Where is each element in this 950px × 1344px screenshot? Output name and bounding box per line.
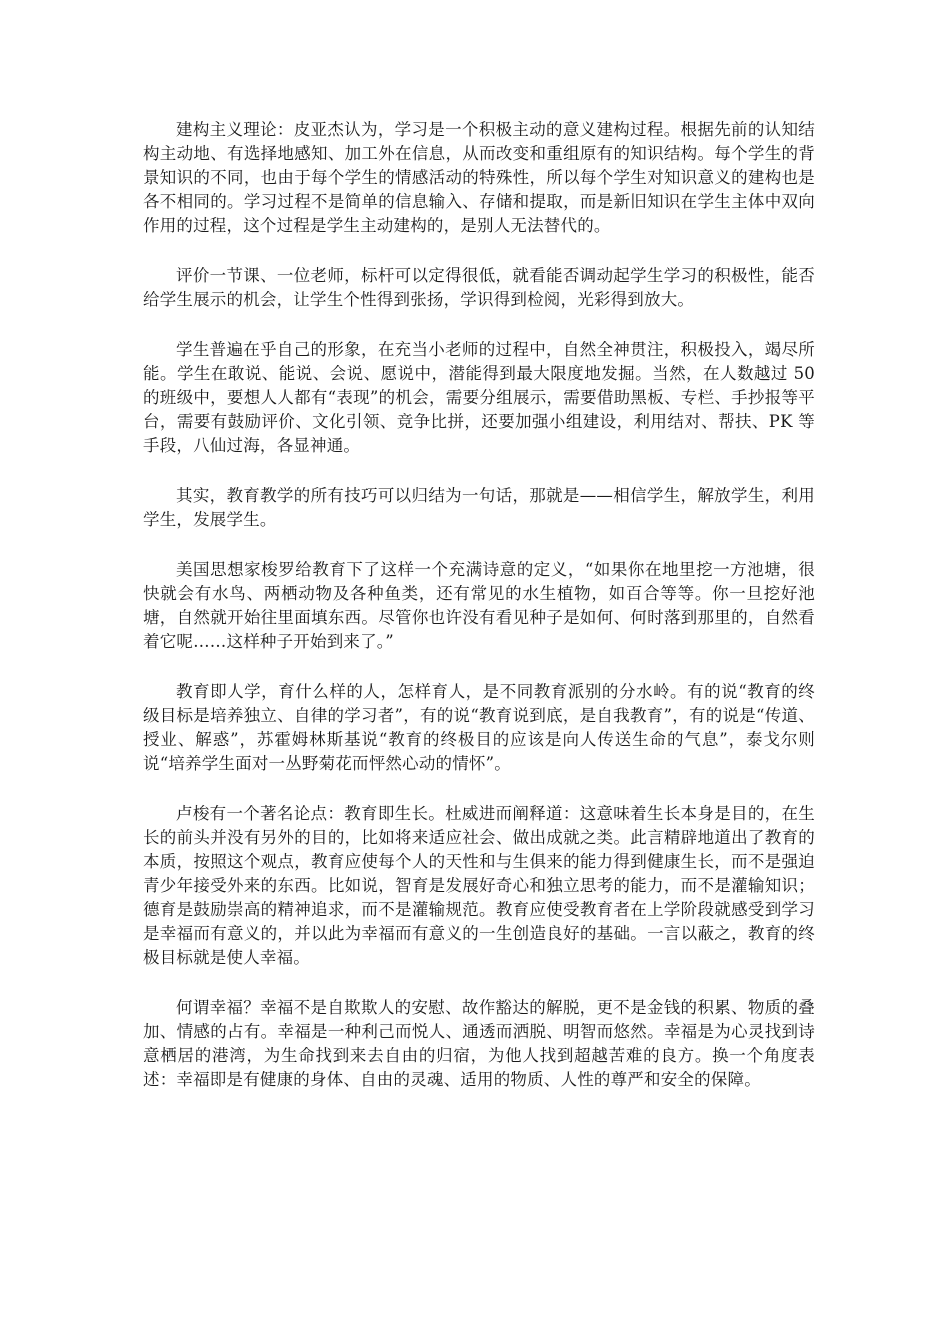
paragraph-student-display: 学生普遍在乎自己的形象，在充当小老师的过程中，自然全神贯注，积极投入，竭尽所能。学生在敢说、能说、会说、愿说中，潜能得到最大限度地发掘。当然，在人数越过 50 的班级中，要想人人都有“表现”的机会，需要分组展示，需要借助黑板、专栏、手抄报等平台，需要有鼓励评价、文化引领、竞争比拼，还要加强小组建设，利用结对、帮扶、PK 等手段，八仙过海，各显神通。 [143,340,815,455]
paragraph-happiness: 何谓幸福？幸福不是自欺欺人的安慰、故作豁达的解脱，更不是金钱的积累、物质的叠加、情感的占有。幸福是一种利己而悦人、通透而洒脱、明智而悠然。幸福是为心灵找到诗意栖居的港湾，为生命找到来去自由的归宿，为他人找到超越苦难的良方。换一个角度表述：幸福即是有健康的身体、自由的灵魂、适用的物质、人性的尊严和安全的保障。 [143,998,815,1089]
paragraph-rousseau-growth: 卢梭有一个著名论点：教育即生长。杜威进而阐释道：这意味着生长本身是目的，在生长的前头并没有另外的目的，比如将来适应社会、做出成就之类。此言精辟地道出了教育的本质，按照这个观点，教育应使每个人的天性和与生俱来的能力得到健康生长，而不是强迫青少年接受外来的东西。比如说，智育是发展好奇心和独立思考的能力，而不是灌输知识；德育是鼓励崇高的精神追求，而不是灌输规范。教育应使受教育者在上学阶段就感受到学习是幸福而有意义的，并以此为幸福而有意义的一生创造良好的基础。一言以蔽之，教育的终极目标就是使人幸福。 [143,804,815,967]
paragraph-thoreau-definition: 美国思想家梭罗给教育下了这样一个充满诗意的定义，“如果你在地里挖一方池塘，很快就会有水鸟、两栖动物及各种鱼类，还有常见的水生植物，如百合等等。你一旦挖好池塘，自然就开始往里面填东西。尽管你也许没有看见种子是如何、何时落到那里的，自然看着它呢……这样种子开始到来了。” [143,560,815,651]
document-body [143,118,815,1118]
paragraph-education-goals: 教育即人学，育什么样的人，怎样育人，是不同教育派别的分水岭。有的说“教育的终级目标是培养独立、自律的学习者”，有的说“教育说到底，是自我教育”，有的说是“传道、授业、解惑”，苏霍姆林斯基说“教育的终极目的应该是向人传送生命的气息”，泰戈尔则说“培养学生面对一丛野菊花而怦然心动的情怀”。 [143,682,815,773]
paragraph-lesson-evaluation: 评价一节课、一位老师，标杆可以定得很低，就看能否调动起学生学习的积极性，能否给学生展示的机会，让学生个性得到张扬，学识得到检阅，光彩得到放大。 [143,266,815,309]
paragraph-constructivism: 建构主义理论：皮亚杰认为，学习是一个积极主动的意义建构过程。根据先前的认知结构主动地、有选择地感知、加工外在信息，从而改变和重组原有的知识结构。每个学生的背景知识的不同，也由于每个学生的情感活动的特殊性，所以每个学生对知识意义的建构也是各不相同的。学习过程不是简单的信息输入、存储和提取，而是新旧知识在学生主体中双向作用的过程，这个过程是学生主动建构的，是别人无法替代的。 [143,120,815,235]
paragraph-teaching-skills: 其实，教育教学的所有技巧可以归结为一句话，那就是——相信学生，解放学生，利用学生，发展学生。 [143,486,815,529]
